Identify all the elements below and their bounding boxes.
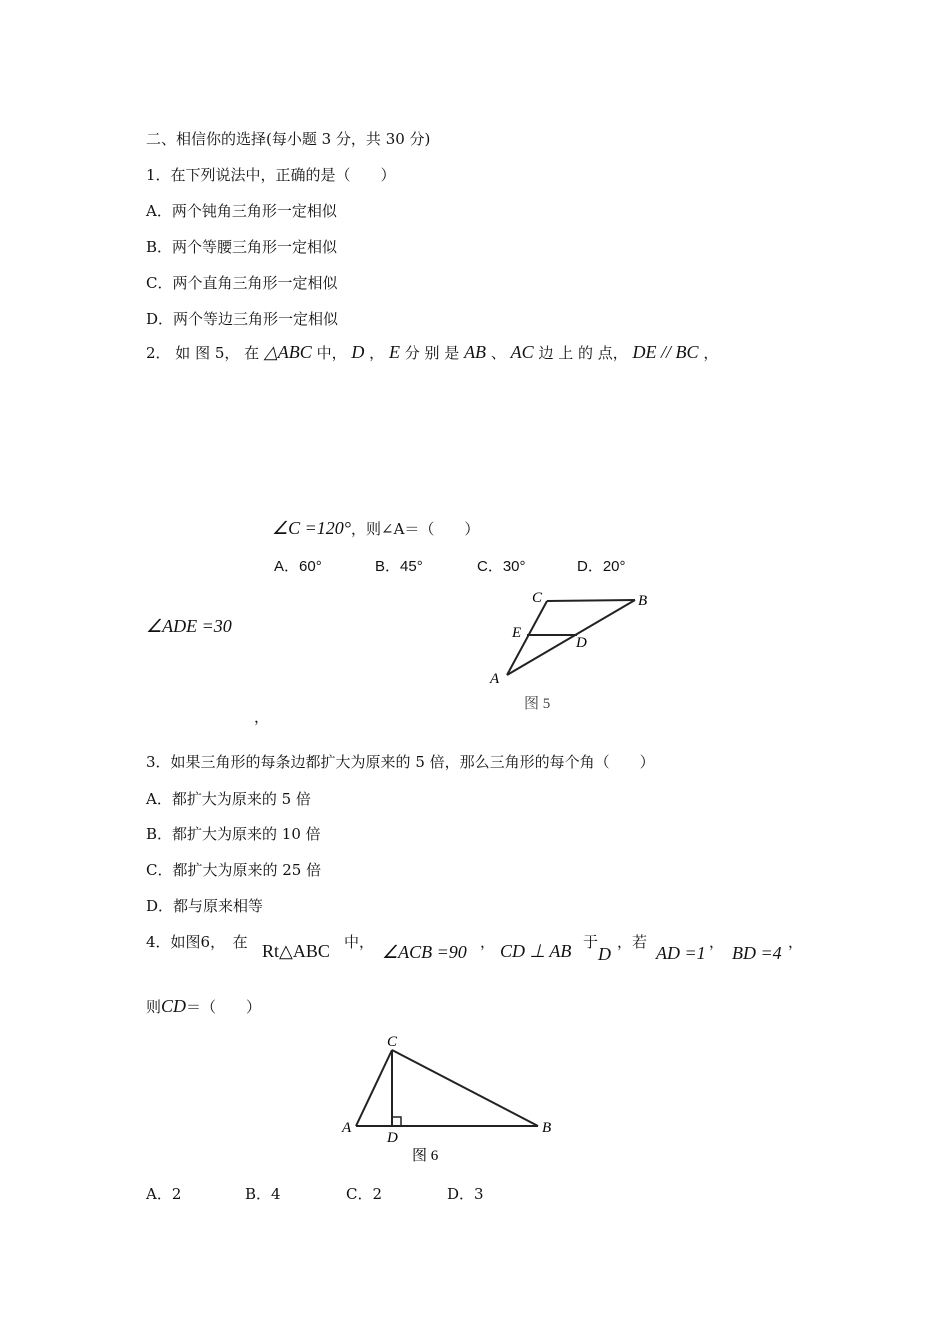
q2-text-fenbie: 分 别 是 bbox=[404, 344, 460, 362]
fig6-segment-ac bbox=[356, 1050, 392, 1126]
q4-ad: AD =1 bbox=[656, 943, 706, 963]
fig5-label-a: A bbox=[490, 671, 500, 687]
q4-option-a: A．2 bbox=[146, 1185, 182, 1203]
q1-option-d: D．两个等边三角形一定相似 bbox=[146, 310, 339, 328]
q2-angle-line bbox=[272, 518, 479, 539]
q4-comma-1: ， bbox=[480, 933, 496, 951]
q3-option-a: A．都扩大为原来的 5 倍 bbox=[146, 790, 311, 808]
q2-comma: ， bbox=[369, 344, 385, 362]
q3-option-d: D．都与原来相等 bbox=[146, 897, 264, 915]
q1-stem: 1．在下列说法中，正确的是（ ） bbox=[146, 166, 396, 184]
q4-point-d: D bbox=[598, 944, 611, 964]
q4-perpendicular: CD ⊥ AB bbox=[500, 941, 572, 961]
q2-dun: 、 bbox=[490, 344, 506, 362]
q4-rt-triangle bbox=[262, 941, 330, 962]
q4-cd: CD bbox=[161, 996, 187, 1016]
q4-then-line bbox=[146, 996, 261, 1017]
q1-option-c: C．两个直角三角形一定相似 bbox=[146, 274, 338, 292]
section-title: 二、相信你的选择(每小题 3 分，共 30 分) bbox=[146, 130, 431, 148]
q2-option-b: B．45° bbox=[375, 558, 423, 575]
q1-option-a: A．两个钝角三角形一定相似 bbox=[146, 202, 337, 220]
q1-option-b: B．两个等腰三角形一定相似 bbox=[146, 238, 338, 256]
fig5-label-c: C bbox=[532, 590, 543, 606]
q2-option-a: A．60° bbox=[274, 558, 322, 575]
figure-6 bbox=[330, 1030, 570, 1170]
q4-option-c: C．2 bbox=[346, 1185, 383, 1203]
fig6-segment-cb bbox=[392, 1050, 538, 1126]
q4-eq: ＝（ ） bbox=[186, 998, 262, 1016]
q2-text-zhong: 中， bbox=[316, 344, 347, 362]
q4-options bbox=[146, 1183, 484, 1204]
fig6-label-b: B bbox=[542, 1120, 552, 1136]
q4-comma-2: ， bbox=[709, 933, 725, 951]
q4-rt-text: Rt△ABC bbox=[262, 941, 330, 961]
q2-option-d: D．20° bbox=[577, 558, 626, 575]
q2-comma-end: ， bbox=[703, 344, 719, 362]
q4-angle-acb: ∠ACB =90 bbox=[382, 942, 467, 962]
q2-angle-ade-text: ∠ADE =30 bbox=[146, 616, 232, 636]
q2-segment-ac: AC bbox=[510, 342, 534, 362]
q2-text-bian: 边 上 的 点， bbox=[538, 344, 628, 362]
fig6-label-d: D bbox=[387, 1130, 398, 1146]
q2-option-c: C．30° bbox=[477, 558, 526, 575]
q2-point-e: E bbox=[388, 342, 400, 362]
fig6-label-c: C bbox=[387, 1034, 398, 1050]
q2-then-a: ，则∠A＝（ ） bbox=[351, 520, 480, 538]
q4-option-b: B．4 bbox=[245, 1185, 281, 1203]
fig5-label-b: B bbox=[638, 593, 648, 609]
q2-stray-comma: ， bbox=[254, 708, 270, 726]
q2-triangle: △ABC bbox=[263, 342, 312, 362]
q4-ruo: ，若 bbox=[617, 933, 648, 951]
q4-zhong: 中， bbox=[344, 933, 375, 951]
q2-prefix: 2． 如 图 5， 在 bbox=[146, 344, 260, 362]
q2-stem bbox=[146, 342, 718, 363]
q2-angle-c: ∠C =120° bbox=[272, 518, 351, 538]
fig6-label-a: A bbox=[342, 1120, 352, 1136]
q4-option-d: D．3 bbox=[447, 1185, 484, 1203]
figure-5 bbox=[480, 585, 660, 715]
q3-option-c: C．都扩大为原来的 25 倍 bbox=[146, 861, 322, 879]
q2-parallel: DE // BC bbox=[632, 342, 699, 362]
fig5-caption: 图 5 bbox=[524, 696, 551, 712]
fig6-caption: 图 6 bbox=[412, 1148, 439, 1164]
q3-option-b: B．都扩大为原来的 10 倍 bbox=[146, 825, 321, 843]
q3-stem: 3．如果三角形的每条边都扩大为原来的 5 倍，那么三角形的每个角（ ） bbox=[146, 753, 655, 771]
fig5-label-d: D bbox=[576, 635, 587, 651]
q4-comma-3: ， bbox=[788, 933, 804, 951]
q2-options bbox=[274, 555, 626, 576]
q4-prefix: 4．如图6， 在 bbox=[146, 933, 248, 951]
q4-yu: 于 bbox=[583, 933, 599, 951]
fig5-segment-cb bbox=[547, 600, 635, 601]
q2-angle-ade bbox=[146, 616, 232, 637]
q2-segment-ab: AB bbox=[464, 342, 487, 362]
fig6-right-angle-mark bbox=[392, 1117, 401, 1126]
q4-then: 则 bbox=[146, 998, 162, 1016]
q2-point-d: D bbox=[351, 342, 365, 362]
q4-bd: BD =4 bbox=[732, 943, 782, 963]
fig5-label-e: E bbox=[512, 625, 522, 641]
